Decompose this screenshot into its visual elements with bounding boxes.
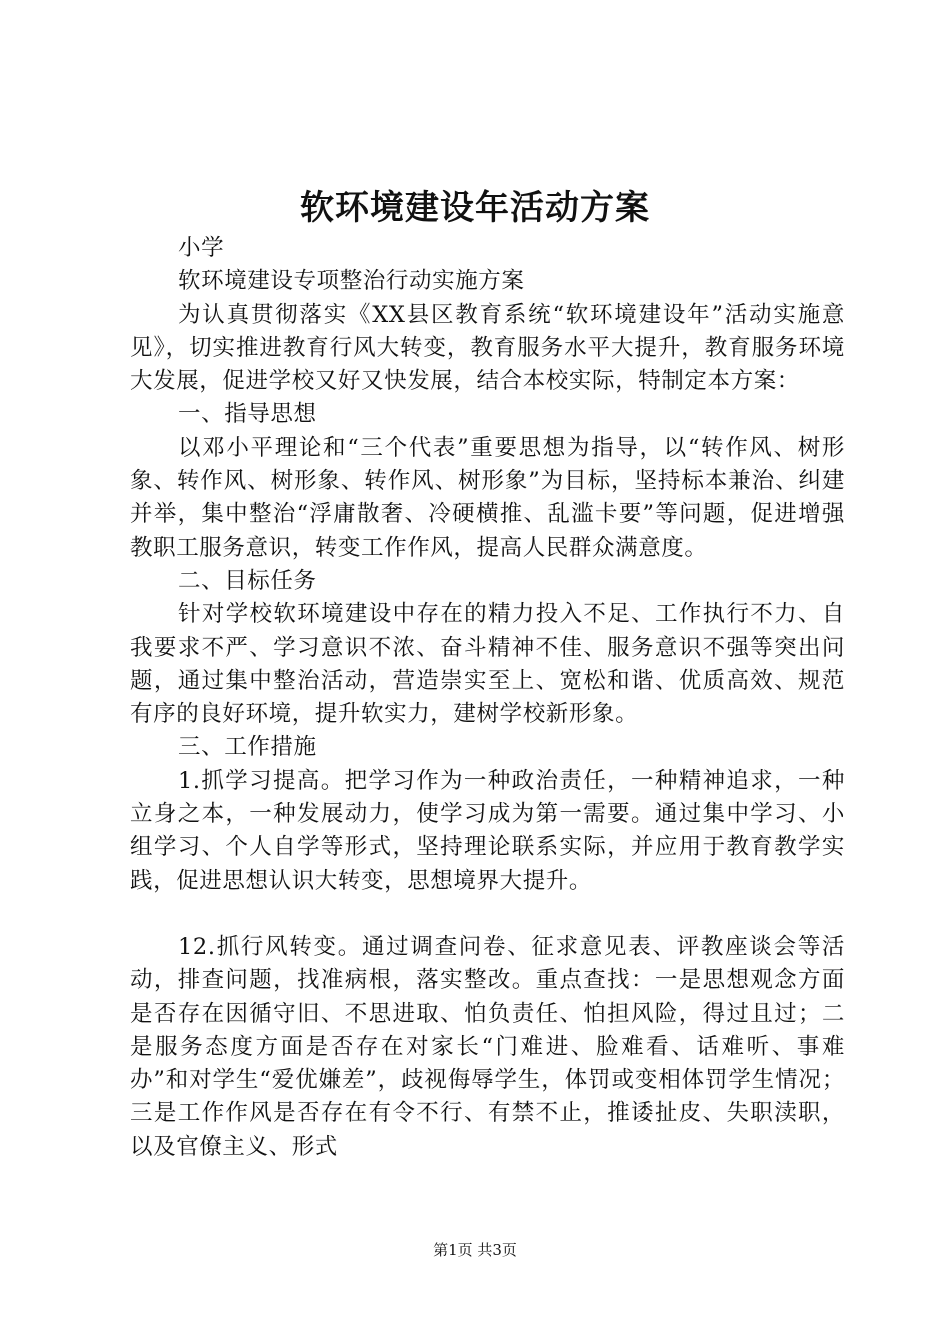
paragraph-school: 小学 [178,235,225,261]
heading-guiding-thought: 一、指导思想 [178,401,317,428]
paragraph-measure-1: 1.抓学习提高。把学习作为一种政治责任，一种精神追求，一种立身之本，一种发展动力，使学习成为第一需要。通过集中学习、小组学习、个人自学等形式，坚持理论联系实际，并应用于教育教学实践，促进思想认识大转变，思想境界大提升。 [130,767,845,894]
paragraph-guiding-thought: 以邓小平理论和“三个代表”重要思想为指导，以“转作风、树形象、转作风、树形象、转作风、树形象”为目标，坚持标本兼治、纠建并举，集中整治“浮庸散奢、冷硬横推、乱滥卡要”等问题，促进增强教职工服务意识，转变工作作风，提高人民群众满意度。 [130,434,845,561]
paragraph-subtitle: 软环境建设专项整治行动实施方案 [178,268,525,295]
paragraph-goals: 针对学校软环境建设中存在的精力投入不足、工作执行不力、自我要求不严、学习意识不浓、奋斗精神不佳、服务意识不强等突出问题，通过集中整治活动，营造崇实至上、宽松和谐、优质高效、规范有序的良好环境，提升软实力，建树学校新形象。 [130,601,845,728]
paragraph-measure-2: 12.抓行风转变。通过调查问卷、征求意见表、评教座谈会等活动，排查问题，找准病根，落实整改。重点查找：一是思想观念方面是否存在因循守旧、不思进取、怕负责任、怕担风险，得过且过；二是服务态度方面是否存在对家长“门难进、脸难看、话难听、事难办”和对学生“爱优嫌差”，歧视侮辱学生，体罚或变相体罚学生情况；三是工作作风是否存在有令不行、有禁不止，推诿扯皮、失职渎职，以及官僚主义、形式 [130,933,845,1160]
document-body [130,232,845,1164]
heading-measures: 三、工作措施 [178,734,317,761]
document-title: 软环境建设年活动方案 [300,188,650,228]
paragraph-intro: 为认真贯彻落实《XX县区教育系统“软环境建设年”活动实施意见》，切实推进教育行风大转变，教育服务水平大提升，教育服务环境大发展，促进学校又好又快发展，结合本校实际，特制定本方案： [130,301,845,395]
page-footer: 第1页 共3页 [433,1241,517,1259]
heading-goals: 二、目标任务 [178,567,317,594]
